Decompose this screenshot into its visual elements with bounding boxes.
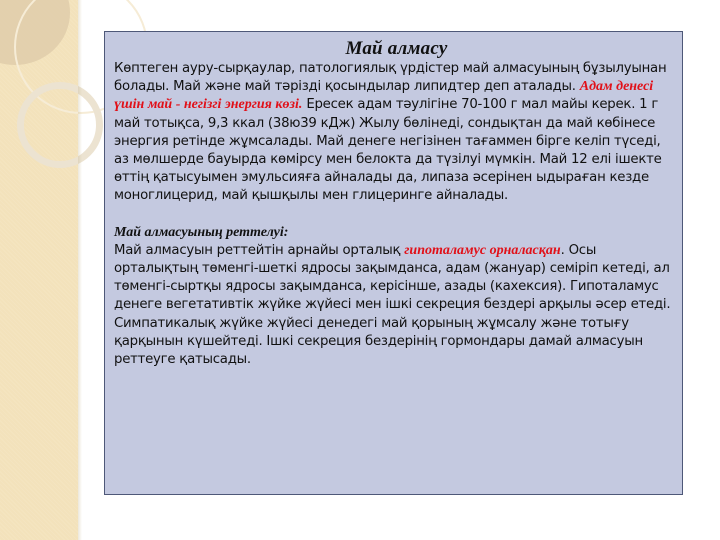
intro-text-rest: Ересек адам тәулігіне 70-100 г мал майы керек. 1 г май тотықса, 9,3 ккал (38ю39 кДж) Жылу бөлінеді, сондықтан да май көбінесе энергия ретінде жұмсалады. Май денеге негізінен тағаммен бірге келіп түседі, аз мөлшерде бауырда көмірсу мен белокта да түзілуі мүмкін. Май 12 елі ішекте өттің қатысуымен эмульсияға айналады да, липаза әсерінен ыдыраған кезде моноглицерид, май қышқылы мен глицеринге айналады. [114, 97, 662, 204]
intro-text-start: Көптеген ауру-сырқаулар, патологиялық үрдістер май алмасуының бұзылуынан болады. Май және май тәрізді қосындылар липидтер деп аталады. [114, 61, 667, 95]
regulation-text-start: Май алмасуын реттейтін арнайы орталық [114, 242, 405, 258]
decorative-side-panel [0, 0, 78, 540]
regulation-paragraph [114, 242, 673, 369]
hypothalamus-highlight: гипоталамус орналасқан [404, 242, 561, 258]
regulation-subheading: Май алмасуының реттелуі: [114, 224, 289, 240]
intro-paragraph [114, 60, 673, 206]
slide-content-box [104, 31, 683, 495]
regulation-text-rest: . Осы орталықтың төменгі-шеткі ядросы зақымданса, адам (жануар) семіріп кетеді, ал төменгі-сыртқы ядросы зақымданса, керісінше, азады (кахексия). Гипоталамус денеге вегетативтік жүйке жүйесі мен ішкі секреция бездері арқылы әсер етеді. Симпатикалық жүйке жүйесі денедегі май қорының жұмсалу және тотығу қарқынын күшейтеді. Ішкі секреция бездерінің гормондары дамай алмасуын реттеуге қатысады. [114, 242, 671, 368]
energy-source-highlight: Адам денесі үшін май - негізгі энергия көзі. [114, 79, 654, 113]
decorative-ring-small-icon [17, 82, 103, 168]
slide-title: Май алмасу [345, 38, 448, 59]
side-panel-shadow [78, 0, 82, 540]
